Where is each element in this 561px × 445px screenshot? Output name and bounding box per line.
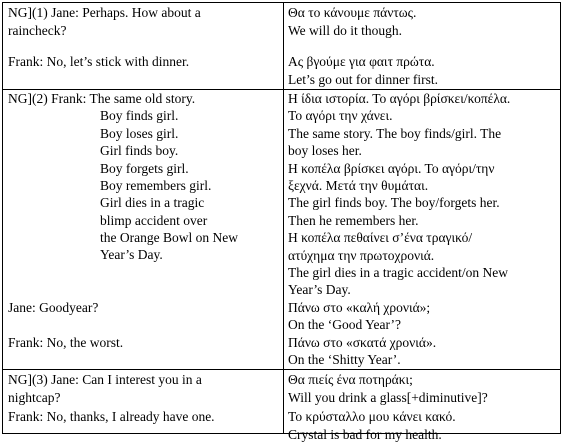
dialogue-line: NG](2) Frank: The same old story. bbox=[8, 91, 196, 106]
dialogue-line: Frank: No, thanks, I already have one. bbox=[8, 409, 215, 424]
translation-line: The girl dies in a tragic accident/on New bbox=[288, 265, 509, 280]
source-cell bbox=[3, 370, 284, 434]
dialogue-line: Jane: Goodyear? bbox=[8, 300, 99, 315]
translation-line: Πάνω στο «σκατά χρονιά». bbox=[288, 334, 437, 350]
translation-line: Then he remembers her. bbox=[288, 212, 419, 228]
translation-line: Η κοπέλα βρίσκει αγόρι. Το αγόρι/την bbox=[288, 160, 495, 176]
translation-line: Η κοπέλα πεθαίνει σ’ένα τραγικό/ bbox=[288, 230, 473, 246]
translation-line: Το κρύσταλλο μου κάνει κακό. bbox=[288, 409, 456, 424]
translation-line: We will do it though. bbox=[288, 23, 403, 38]
dialogue-line: the Orange Bowl on New bbox=[100, 230, 238, 245]
translation-line: The same story. The boy finds/girl. The bbox=[288, 125, 502, 141]
translation-line: Πάνω στο «καλή χρονιά»; bbox=[288, 299, 431, 315]
dialogue-line: Boy finds girl. bbox=[100, 108, 179, 123]
translation-line: On the ‘Good Year’? bbox=[288, 317, 401, 333]
dialogue-line: Frank: No, the worst. bbox=[8, 335, 124, 350]
translation-table bbox=[2, 2, 561, 442]
translation-line: Θα πιείς ένα ποτηράκι; bbox=[288, 372, 413, 387]
translation-line: Year’s Day. bbox=[288, 282, 351, 298]
source-cell bbox=[3, 3, 284, 90]
translation-line: The girl finds boy. The boy/forgets her. bbox=[288, 195, 500, 211]
translation-line: Let’s go out for dinner first. bbox=[288, 72, 438, 87]
dialogue-line: NG](3) Jane: Can I interest you in a bbox=[8, 372, 202, 387]
dialogue-line: raincheck? bbox=[8, 23, 67, 38]
translation-line: Will you drink a glass[+diminutive]? bbox=[288, 390, 488, 405]
translation-line: Ας βγούμε για φαιτ πρώτα. bbox=[288, 54, 435, 69]
translation-line: On the ‘Shitty Year’. bbox=[288, 352, 401, 367]
table-row bbox=[3, 370, 561, 434]
dialogue-line: nightcap? bbox=[8, 390, 61, 405]
translation-line: Η ίδια ιστορία. Το αγόρι βρίσκει/κοπέλα. bbox=[288, 91, 511, 106]
dialogue-line: Boy forgets girl. bbox=[100, 161, 189, 176]
table-row bbox=[3, 3, 561, 90]
translation-line: Θα το κάνουμε πάντως. bbox=[288, 5, 417, 20]
table-row bbox=[3, 90, 561, 370]
dialogue-line: Girl finds boy. bbox=[100, 143, 179, 158]
translation-line: boy loses her. bbox=[288, 143, 362, 159]
translation-cell bbox=[284, 370, 561, 442]
dialogue-line: Year’s Day. bbox=[100, 247, 163, 262]
translation-cell bbox=[284, 90, 561, 370]
translation-line: Το αγόρι την χάνει. bbox=[288, 108, 393, 124]
dialogue-line: Boy remembers girl. bbox=[100, 178, 212, 193]
translation-line: ξεχνά. Μετά την θυμάται. bbox=[288, 178, 429, 193]
dialogue-line: NG](1) Jane: Perhaps. How about a bbox=[8, 5, 201, 20]
translation-cell bbox=[284, 3, 561, 90]
dialogue-line: Girl dies in a tragic bbox=[100, 195, 205, 210]
dialogue-line: Frank: No, let’s stick with dinner. bbox=[8, 54, 190, 69]
dialogue-line: blimp accident over bbox=[100, 213, 208, 228]
translation-line: Crystal is bad for my health. bbox=[288, 427, 442, 442]
source-cell bbox=[3, 90, 284, 370]
translation-line: ατύχημα την πρωτοχρονιά. bbox=[288, 247, 435, 263]
dialogue-line: Boy loses girl. bbox=[100, 126, 179, 141]
